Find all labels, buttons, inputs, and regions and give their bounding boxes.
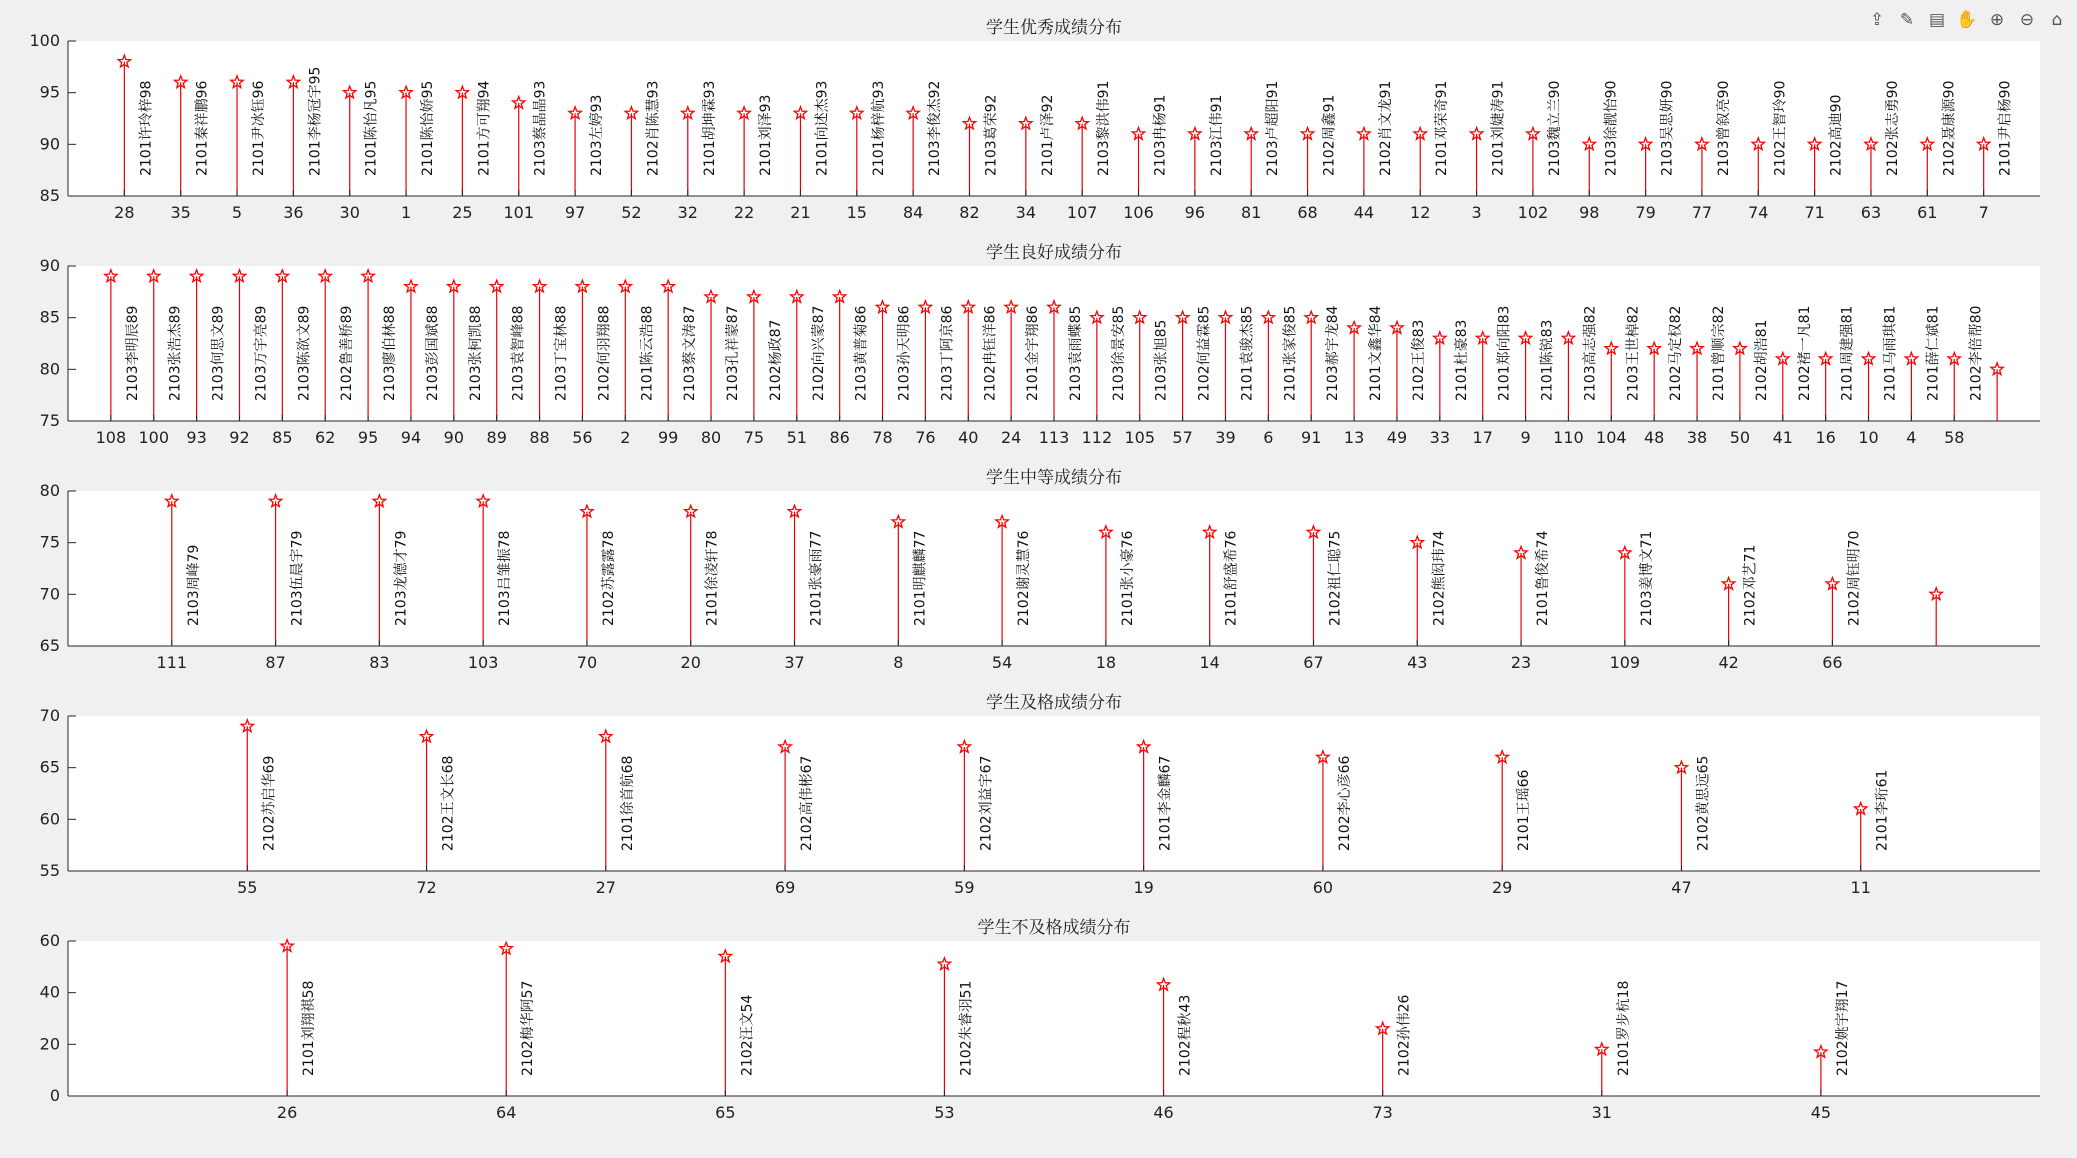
data-label: 2102苏露露78 (600, 530, 617, 626)
plot-area (68, 941, 2040, 1096)
x-tick-label: 86 (829, 428, 850, 447)
home-icon[interactable]: ⌂ (2051, 10, 2063, 30)
data-label: 2102王智玲90 (1772, 80, 1789, 176)
x-tick-label: 16 (1815, 428, 1836, 447)
x-tick-label: 15 (846, 203, 867, 222)
data-label: 2101徐凌轩78 (704, 530, 721, 626)
x-tick-label: 63 (1860, 203, 1882, 222)
x-tick-label: 97 (564, 203, 586, 222)
y-tick-label: 20 (39, 1034, 60, 1054)
x-tick-label: 19 (1133, 878, 1154, 897)
data-label: 2103王世棹82 (1625, 305, 1642, 401)
x-tick-label: 79 (1635, 203, 1656, 222)
chart-title: 学生优秀成绩分布 (986, 18, 1122, 38)
x-tick-label: 106 (1123, 203, 1154, 222)
data-label: 2103何思文89 (210, 305, 227, 401)
data-label: 2102鲁善桥89 (339, 305, 356, 401)
data-label: 2102苏启华69 (261, 755, 278, 851)
data-label: 2102肖文龙91 (1377, 80, 1394, 176)
x-tick-label: 18 (1095, 653, 1117, 672)
data-label: 2102褚一凡81 (1796, 305, 1813, 401)
data-label: 2102朱睿羽51 (958, 980, 975, 1076)
data-label: 2103伍晨宇79 (289, 530, 306, 626)
data-label: 2101陈云浩88 (639, 305, 656, 401)
x-tick-label: 14 (1199, 653, 1220, 672)
x-tick-label: 37 (784, 653, 805, 672)
data-label: 2102程秋43 (1177, 994, 1194, 1076)
x-tick-label: 70 (576, 653, 598, 672)
data-label: 2102聂康源90 (1941, 80, 1958, 176)
x-tick-label: 69 (774, 878, 796, 897)
x-tick-label: 39 (1215, 428, 1236, 447)
x-tick-label: 59 (954, 878, 975, 897)
x-tick-label: 80 (700, 428, 722, 447)
data-label: 2103万宇亮89 (253, 305, 270, 401)
data-label: 2102邓艺71 (1742, 544, 1759, 626)
data-label: 2101明麒麟77 (912, 530, 929, 626)
data-label: 2103张柯凯88 (467, 305, 484, 401)
x-tick-label: 52 (621, 203, 642, 222)
x-tick-label: 55 (237, 878, 258, 897)
data-label: 2103袁智峰88 (510, 305, 527, 401)
x-tick-label: 93 (186, 428, 207, 447)
data-label: 2103蔡文涛87 (682, 305, 699, 401)
data-label: 2101郑向阳83 (1496, 305, 1513, 401)
data-label: 2103葛荣92 (983, 94, 1000, 176)
x-tick-label: 81 (1241, 203, 1262, 222)
x-tick-label: 20 (680, 653, 701, 672)
data-label: 2103孙天明86 (896, 305, 913, 401)
data-label: 2102张志勇90 (1884, 80, 1901, 176)
x-tick-label: 61 (1917, 203, 1938, 222)
data-label: 2103廖伯林88 (382, 305, 399, 401)
x-tick-label: 47 (1671, 878, 1692, 897)
data-label: 2101曾顺宗82 (1711, 305, 1728, 401)
x-tick-label: 89 (486, 428, 507, 447)
data-label: 2102谢灵慧76 (1016, 530, 1033, 626)
y-tick-label: 90 (39, 256, 60, 275)
data-label: 2103江伟91 (1208, 94, 1225, 176)
data-label: 2102孙伟26 (1396, 994, 1413, 1076)
x-tick-label: 57 (1172, 428, 1193, 447)
data-label: 2102马定权82 (1668, 305, 1685, 401)
data-label: 2102李心彦66 (1336, 755, 1353, 851)
data-label: 2101周建强81 (1839, 305, 1856, 401)
data-label: 2103郝宇龙84 (1325, 305, 1342, 401)
data-label: 2101袁骏杰85 (1239, 305, 1256, 401)
data-label: 2102高迪90 (1828, 94, 1845, 176)
x-tick-label: 32 (677, 203, 698, 222)
y-tick-label: 80 (39, 481, 60, 500)
pan-icon[interactable]: ✋ (1956, 10, 1978, 30)
data-label: 2102杨政87 (767, 319, 784, 401)
data-label: 2103张浩杰89 (167, 305, 184, 401)
x-tick-label: 42 (1718, 653, 1739, 672)
x-tick-label: 7 (1978, 203, 1989, 222)
x-tick-label: 54 (991, 653, 1013, 672)
data-label: 2102王文长68 (440, 755, 457, 851)
chart-title: 学生良好成绩分布 (986, 243, 1122, 263)
data-label: 2101薛仁斌81 (1925, 305, 1942, 401)
y-tick-label: 60 (39, 809, 60, 829)
x-tick-label: 22 (733, 203, 755, 222)
data-label: 2103姜博文71 (1638, 530, 1655, 626)
data-label: 2103丁宝林88 (553, 305, 570, 401)
x-tick-label: 88 (529, 428, 550, 447)
x-tick-label: 35 (170, 203, 191, 222)
data-label: 2103袁雨蝶85 (1068, 305, 1084, 401)
data-label: 2101杨梓航93 (870, 80, 887, 176)
export-icon[interactable]: ⇪ (1869, 10, 1885, 30)
x-tick-label: 94 (400, 428, 422, 447)
data-label: 2101许玲梓98 (138, 80, 155, 176)
data-label: 2101王瑶66 (1516, 769, 1533, 851)
x-tick-label: 31 (1591, 1103, 1612, 1122)
x-tick-label: 67 (1303, 653, 1324, 672)
y-tick-label: 60 (39, 931, 60, 950)
data-label: 2102何羽翔88 (596, 305, 613, 401)
x-tick-label: 44 (1353, 203, 1375, 222)
x-tick-label: 99 (657, 428, 679, 447)
data-label: 2103高志强82 (1582, 305, 1599, 401)
chart-panel-5 (40, 918, 2040, 1122)
x-tick-label: 87 (265, 653, 286, 672)
data-label: 2103李明辰89 (124, 305, 141, 401)
x-tick-label: 74 (1748, 203, 1769, 222)
data-label: 2101金宇翔86 (1025, 305, 1042, 401)
data-label: 2103吕雏振78 (497, 530, 514, 626)
x-tick-label: 105 (1124, 428, 1156, 447)
y-tick-label: 75 (39, 411, 60, 430)
data-label: 2101方可翔94 (476, 80, 493, 176)
data-label: 2101陈锐83 (1539, 319, 1556, 401)
x-tick-label: 13 (1343, 428, 1365, 447)
x-tick-label: 29 (1492, 878, 1513, 897)
x-tick-label: 100 (138, 428, 170, 447)
data-label: 2102高伟彬67 (799, 755, 816, 851)
data-label: 2102何益霖85 (1196, 305, 1213, 401)
chart-title: 学生及格成绩分布 (986, 693, 1122, 713)
data-label: 2101尹冰钰96 (251, 80, 268, 176)
data-label: 2101舒盛希76 (1223, 530, 1240, 626)
x-tick-label: 23 (1510, 653, 1532, 672)
y-tick-label: 65 (39, 757, 60, 777)
x-tick-label: 104 (1596, 428, 1627, 447)
x-tick-label: 60 (1312, 878, 1334, 897)
data-label: 2102姚宇翔17 (1834, 980, 1851, 1076)
chart-panel-3 (40, 468, 2040, 672)
data-label: 2101李金麟67 (1157, 755, 1174, 851)
x-tick-label: 6 (1263, 428, 1274, 447)
y-tick-label: 0 (49, 1086, 60, 1105)
data-label: 2102黄思远65 (1695, 755, 1712, 851)
x-tick-label: 30 (339, 203, 360, 222)
x-tick-label: 101 (503, 203, 535, 222)
x-tick-label: 65 (715, 1103, 736, 1122)
data-label: 2102祖仁聪75 (1327, 530, 1344, 626)
chart-panel-2 (40, 243, 2040, 447)
data-label: 2101邓荣奇91 (1434, 80, 1451, 176)
x-tick-label: 113 (1038, 428, 1070, 447)
x-tick-label: 11 (1850, 878, 1871, 897)
chart-panel-4 (40, 693, 2040, 897)
data-label: 2103周峰79 (185, 544, 202, 626)
y-tick-label: 65 (39, 636, 60, 655)
data-label: 2103陈欲文89 (296, 305, 313, 401)
data-label: 2101杜豪83 (1453, 319, 1470, 401)
x-tick-label: 26 (276, 1103, 298, 1122)
y-tick-label: 40 (39, 982, 60, 1002)
data-label: 2103卢超阳91 (1265, 80, 1282, 176)
x-tick-label: 111 (156, 653, 188, 672)
x-tick-label: 98 (1579, 203, 1600, 222)
x-tick-label: 49 (1386, 428, 1408, 447)
x-tick-label: 83 (369, 653, 390, 672)
legend-icon[interactable]: ▤ (1928, 10, 1946, 30)
data-label: 2101秦祥鹏96 (194, 80, 211, 176)
data-label: 2101向述杰93 (814, 80, 831, 176)
data-label: 2103曾叙亮90 (1715, 80, 1732, 176)
data-label: 2103徐景安85 (1110, 305, 1127, 401)
data-label: 2101李杨冠宇95 (307, 66, 324, 176)
data-label: 2101刘婕涛91 (1490, 80, 1507, 176)
x-tick-label: 107 (1066, 203, 1098, 222)
data-label: 2102李倍帮80 (1968, 305, 1985, 401)
brush-icon[interactable]: ✎ (1899, 10, 1915, 30)
x-tick-label: 34 (1015, 203, 1037, 222)
data-label: 2103李俊杰92 (927, 80, 944, 176)
data-label: 2101刘泽93 (758, 94, 775, 176)
data-label: 2103彭国斌88 (424, 305, 441, 401)
y-tick-label: 90 (39, 134, 60, 154)
data-label: 2101徐首航68 (619, 755, 636, 851)
x-tick-label: 108 (95, 428, 127, 447)
data-label: 2103冉杨91 (1152, 94, 1169, 176)
data-label: 2103龙德才79 (393, 530, 410, 626)
x-tick-label: 43 (1407, 653, 1428, 672)
data-label: 2101李珩61 (1874, 769, 1891, 851)
data-label: 2102胡浩81 (1753, 319, 1770, 401)
data-label: 2101陈怡凡95 (363, 80, 380, 176)
x-tick-label: 76 (915, 428, 936, 447)
y-tick-label: 85 (39, 186, 60, 205)
x-tick-label: 45 (1810, 1103, 1832, 1122)
y-tick-label: 55 (39, 861, 60, 880)
x-tick-label: 90 (443, 428, 465, 447)
x-tick-label: 2 (620, 428, 631, 447)
x-tick-label: 71 (1804, 203, 1825, 222)
x-tick-label: 66 (1822, 653, 1843, 672)
x-tick-label: 103 (467, 653, 499, 672)
x-tick-label: 28 (114, 203, 135, 222)
x-tick-label: 8 (893, 653, 904, 672)
data-label: 2101胡坤霖93 (701, 80, 718, 176)
x-tick-label: 85 (272, 428, 293, 447)
data-label: 2101罗步杭18 (1615, 980, 1632, 1076)
x-tick-label: 91 (1301, 428, 1322, 447)
x-tick-label: 58 (1944, 428, 1965, 447)
x-tick-label: 5 (231, 203, 243, 222)
x-tick-label: 48 (1643, 428, 1665, 447)
x-tick-label: 112 (1081, 428, 1113, 447)
data-label: 2103左婷93 (589, 94, 606, 176)
x-tick-label: 92 (229, 428, 250, 447)
chart-title: 学生中等成绩分布 (986, 468, 1122, 488)
data-label: 2101张豪雨77 (808, 530, 825, 626)
x-tick-label: 24 (1000, 428, 1022, 447)
x-tick-label: 33 (1429, 428, 1451, 447)
x-tick-label: 75 (743, 428, 765, 447)
x-tick-label: 109 (1609, 653, 1641, 672)
x-tick-label: 68 (1297, 203, 1318, 222)
data-label: 2101张家俊85 (1282, 305, 1299, 401)
data-label: 2101陈怡娇95 (420, 80, 437, 176)
data-label: 2103黄普菊86 (853, 305, 870, 401)
x-tick-label: 9 (1520, 428, 1531, 447)
x-tick-label: 102 (1517, 203, 1549, 222)
x-tick-label: 21 (790, 203, 811, 222)
x-tick-label: 27 (595, 878, 616, 897)
x-tick-label: 50 (1729, 428, 1751, 447)
x-tick-label: 46 (1153, 1103, 1174, 1122)
x-tick-label: 12 (1410, 203, 1431, 222)
zoom-in-icon[interactable]: ⊕ (1989, 10, 2005, 30)
data-label: 2103吴思妍90 (1659, 80, 1676, 176)
plot-area (68, 716, 2040, 871)
data-label: 2103徐靓怡90 (1603, 80, 1620, 176)
chart-panel-1 (29, 18, 2040, 222)
data-label: 2101马雨琪81 (1882, 305, 1899, 401)
x-tick-label: 110 (1553, 428, 1584, 447)
data-label: 2102周鑫91 (1321, 94, 1338, 176)
data-label: 2102周钰明70 (1846, 530, 1863, 626)
x-tick-label: 56 (572, 428, 593, 447)
x-tick-label: 1 (400, 203, 412, 222)
data-label: 2103张旭85 (1153, 319, 1170, 401)
data-label: 2101刘翔祺58 (301, 980, 318, 1076)
zoom-out-icon[interactable]: ⊖ (2019, 10, 2035, 30)
x-tick-label: 36 (283, 203, 304, 222)
y-tick-label: 85 (39, 307, 60, 327)
y-tick-label: 100 (29, 31, 60, 50)
x-tick-label: 84 (902, 203, 924, 222)
x-tick-label: 95 (357, 428, 379, 447)
data-label: 2102向兴蒙87 (810, 305, 827, 401)
x-tick-label: 17 (1472, 428, 1493, 447)
data-label: 2101文鑫华84 (1368, 305, 1385, 401)
y-tick-label: 80 (39, 359, 60, 379)
data-label: 2103蔡晶晶93 (532, 80, 549, 176)
x-tick-label: 72 (416, 878, 437, 897)
data-label: 2102汪文54 (739, 994, 756, 1076)
y-tick-label: 95 (39, 82, 60, 102)
data-label: 2103黎洪伟91 (1096, 80, 1113, 176)
x-tick-label: 82 (959, 203, 980, 222)
x-tick-label: 96 (1184, 203, 1206, 222)
x-tick-label: 62 (315, 428, 336, 447)
x-tick-label: 53 (934, 1103, 955, 1122)
x-tick-label: 73 (1372, 1103, 1393, 1122)
x-tick-label: 4 (1906, 428, 1917, 447)
data-label: 2102冉钰洋86 (982, 305, 999, 401)
y-tick-label: 70 (39, 584, 60, 604)
y-tick-label: 70 (39, 706, 60, 725)
x-tick-label: 25 (452, 203, 473, 222)
x-tick-label: 77 (1691, 203, 1713, 222)
data-label: 2101尹启杨90 (1997, 80, 2014, 176)
x-tick-label: 3 (1471, 203, 1482, 222)
data-label: 2101张小豪76 (1119, 530, 1136, 626)
x-tick-label: 38 (1686, 428, 1708, 447)
data-label: 2103孔祥蒙87 (725, 305, 742, 401)
x-tick-label: 41 (1772, 428, 1793, 447)
data-label: 2103丁阿京86 (939, 305, 956, 401)
data-label: 2102梅华阿57 (520, 980, 537, 1076)
data-label: 2101鲁俊希74 (1535, 530, 1552, 626)
chart-title: 学生不及格成绩分布 (977, 918, 1131, 938)
data-label: 2102刘益宇67 (978, 755, 995, 851)
x-tick-label: 78 (872, 428, 893, 447)
x-tick-label: 64 (496, 1103, 517, 1122)
data-label: 2101卢泽92 (1039, 94, 1056, 176)
data-label: 2102熊闳玮74 (1431, 530, 1448, 626)
x-tick-label: 10 (1858, 428, 1879, 447)
x-tick-label: 51 (786, 428, 807, 447)
data-label: 2102王俊83 (1410, 319, 1427, 401)
data-label: 2102肖陈慧93 (645, 80, 662, 176)
y-tick-label: 75 (39, 532, 60, 552)
data-label: 2103魏立兰90 (1546, 80, 1563, 176)
x-tick-label: 40 (958, 428, 979, 447)
